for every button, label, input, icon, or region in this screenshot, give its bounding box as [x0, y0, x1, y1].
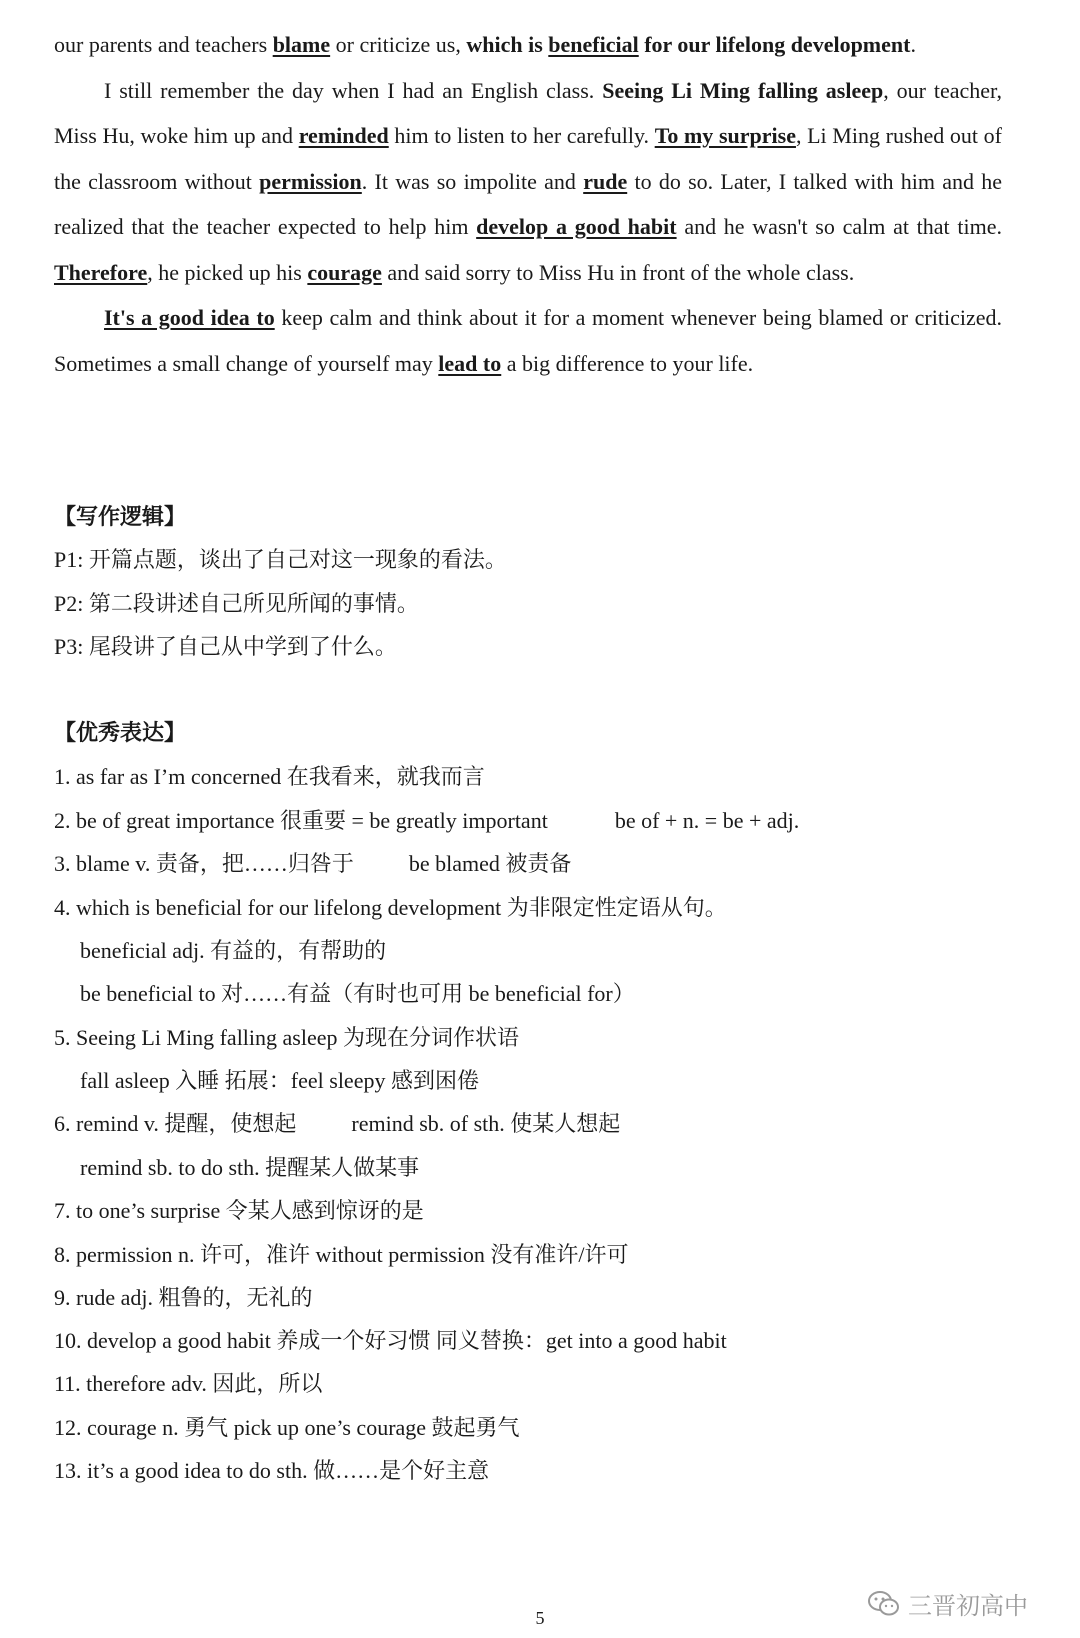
highlighted-phrase: beneficial [548, 32, 639, 57]
logic-title: 【写作逻辑】 [54, 505, 187, 530]
highlighted-phrase: blame [272, 32, 331, 57]
highlighted-phrase: Therefore [54, 259, 148, 285]
expression-item-1: 1. as far as I’m concerned 在我看来，就我而言 [54, 764, 485, 789]
expression-item-4-sub-1: beneficial adj. 有益的，有帮助的 [80, 938, 387, 963]
essay-text-run: I still remember the day when I had an English class. [104, 77, 603, 103]
wechat-icon [868, 1591, 900, 1617]
expression-item-6-sub: remind sb. to do sth. 提醒某人做某事 [80, 1155, 420, 1180]
expression-item-4: 4. which is beneficial for our lifelong development 为非限定性定语从句。 [54, 895, 727, 920]
expression-item-5-sub: fall asleep 入睡 拓展：feel sleepy 感到困倦 [80, 1068, 479, 1093]
highlighted-phrase: reminded [298, 123, 389, 148]
watermark-text: 三晋初高中 [908, 1592, 1028, 1620]
logic-item-p1: P1: 开篇点题，谈出了自己对这一现象的看法。 [54, 547, 507, 572]
bold-phrase: which is [466, 32, 549, 57]
expression-item-6-main: 6. remind v. 提醒，使想起 [54, 1111, 297, 1136]
essay-text-run: our parents and teachers [54, 32, 273, 57]
highlighted-phrase: It's a good idea to [104, 305, 275, 330]
expression-item-5: 5. Seeing Li Ming falling asleep 为现在分词作状语 [54, 1025, 519, 1050]
essay-text [54, 22, 1002, 386]
expression-item-7: 7. to one’s surprise 令某人感到惊讶的是 [54, 1198, 424, 1223]
expression-item-10: 10. develop a good habit 养成一个好习惯 同义替换：get into a good habit [54, 1328, 727, 1353]
essay-text-run: . It was so impolite and [361, 168, 584, 194]
bold-phrase: for our lifelong development [638, 32, 911, 57]
highlighted-phrase: permission [259, 168, 362, 194]
essay-text-run: or criticize us, [330, 32, 467, 57]
expression-item-6 [54, 1107, 620, 1138]
highlighted-phrase: courage [307, 259, 382, 285]
expression-item-11: 11. therefore adv. 因此，所以 [54, 1371, 323, 1396]
expression-item-2-main: 2. be of great importance 很重要 = be greatly important [54, 808, 548, 833]
expression-item-3 [54, 847, 571, 878]
bold-phrase: Seeing Li Ming falling asleep [602, 77, 884, 103]
highlighted-phrase: lead to [438, 350, 502, 376]
expression-item-2 [54, 804, 799, 835]
highlighted-phrase: develop a good habit [476, 214, 677, 239]
expressions-title: 【优秀表达】 [54, 721, 187, 746]
expression-item-4-sub-2: be beneficial to 对……有益（有时也可用 be beneficial for） [80, 981, 635, 1006]
essay-text-run: to do so. Later, I talked with him and he realized that the teacher expected to help him [54, 168, 1002, 239]
essay-text-run: , our teacher, Miss Hu, woke him up and [54, 77, 1002, 148]
essay-paragraph-2 [54, 68, 1002, 296]
essay-text-run: , he picked up his [147, 259, 308, 285]
essay-text-run: a big difference to your life. [501, 350, 754, 376]
essay-text-run: him to listen to her carefully. [388, 123, 655, 148]
expression-item-9: 9. rude adj. 粗鲁的，无礼的 [54, 1285, 313, 1310]
page-number: 5 [535, 1608, 545, 1628]
essay-text-run: and he wasn't so calm at that time. [676, 214, 1002, 239]
expression-item-2-note: be of + n. = be + adj. [614, 808, 800, 833]
expression-item-13: 13. it’s a good idea to do sth. 做……是个好主意 [54, 1458, 490, 1483]
watermark [868, 1586, 1028, 1621]
essay-text-run: and said sorry to Miss Hu in front of the whole class. [381, 259, 855, 285]
expression-item-3-main: 3. blame v. 责备，把……归咎于 [54, 851, 354, 876]
logic-item-p2: P2: 第二段讲述自己所见所闻的事情。 [54, 591, 419, 616]
highlighted-phrase: rude [583, 168, 628, 194]
expression-item-3-note: be blamed 被责备 [408, 851, 572, 876]
essay-text-run: keep calm and think about it for a moment whenever being blamed or criticized. Sometimes a small change of yourself may [54, 305, 1002, 376]
highlighted-phrase: To my surprise [654, 123, 796, 148]
essay-text-run: . [910, 32, 916, 57]
essay-paragraph-1 [54, 22, 1002, 68]
expression-item-8: 8. permission n. 许可，准许 without permission 没有准许/许可 [54, 1242, 629, 1267]
expression-item-12: 12. courage n. 勇气 pick up one’s courage 鼓起勇气 [54, 1415, 520, 1440]
logic-item-p3: P3: 尾段讲了自己从中学到了什么。 [54, 634, 397, 659]
essay-paragraph-3 [54, 295, 1002, 386]
essay-text-run: , Li Ming rushed out of the classroom without [54, 123, 1002, 194]
expression-item-6-note: remind sb. of sth. 使某人想起 [351, 1111, 621, 1136]
